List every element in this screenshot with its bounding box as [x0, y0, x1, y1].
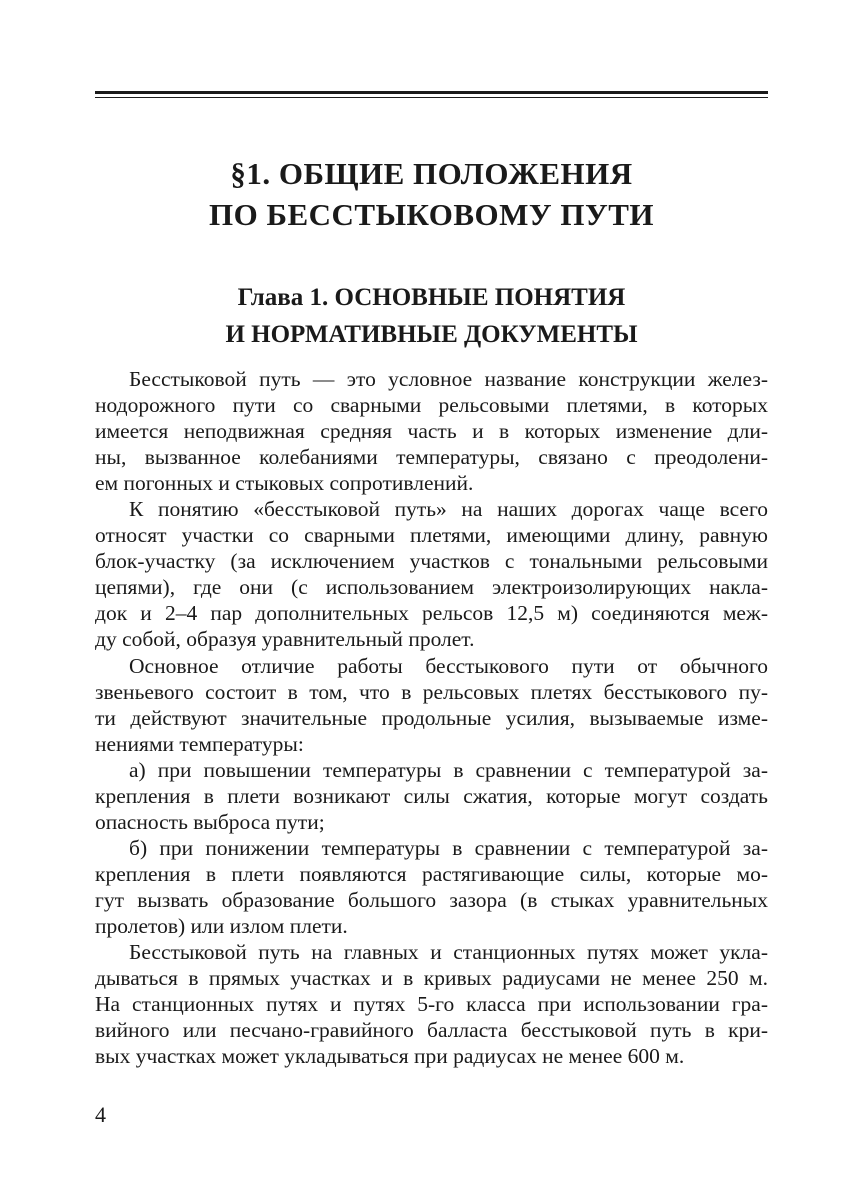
text-line: Бесстыковой путь на главных и станционных путях может укла-	[129, 940, 768, 965]
text-line: б) при понижении температуры в сравнении с температурой за-	[129, 835, 768, 860]
text-line: нениями температуры:	[95, 731, 304, 756]
text-line: гут вызвать образование большого зазора (в стыках уравнительных	[95, 887, 768, 912]
paragraph	[95, 496, 768, 652]
text-line: На станционных путях и путях 5-го класса при использовании гра-	[95, 992, 768, 1017]
text-line: имеется неподвижная средняя часть и в которых изменение дли-	[95, 419, 768, 444]
section-title-line: ПО БЕССТЫКОВОМУ ПУТИ	[208, 197, 655, 232]
text-line: звеньевого состоит в том, что в рельсовых плетях бесстыкового пу-	[95, 679, 768, 704]
text-line: цепями), где они (с использованием электроизолирующих накла-	[95, 575, 768, 600]
paragraph	[95, 653, 768, 757]
list-item	[95, 835, 768, 939]
text-line: крепления в плети возникают силы сжатия, которые могут создать	[95, 783, 768, 808]
paragraph	[95, 366, 768, 496]
text-line: вийного или песчано-гравийного балласта бесстыковой путь в кри-	[95, 1018, 768, 1043]
text-line: Основное отличие работы бесстыкового пути от обычного	[129, 653, 768, 678]
text-line: относят участки со сварными плетями, имеющими длину, равную	[95, 523, 768, 548]
text-line: опасность выброса пути;	[95, 809, 325, 834]
text-line: а) при повышении температуры в сравнении с температурой за-	[129, 757, 768, 782]
paragraph	[95, 939, 768, 1069]
text-line: вых участках может укладываться при радиусах не менее 600 м.	[95, 1044, 685, 1069]
chapter-title-line: Глава 1. ОСНОВНЫЕ ПОНЯТИЯ	[237, 284, 626, 311]
text-line: док и 2–4 пар дополнительных рельсов 12,5 м) соединяются меж-	[95, 601, 768, 626]
header-rule-thin	[95, 97, 768, 98]
text-line: крепления в плети появляются растягивающие силы, которые мо-	[95, 861, 768, 886]
section-title	[95, 153, 768, 235]
section-title-line: §1. ОБЩИЕ ПОЛОЖЕНИЯ	[230, 156, 633, 191]
text-line: Бесстыковой путь — это условное название конструкции желез-	[129, 367, 768, 391]
text-line: пролетов) или излом плети.	[95, 913, 348, 938]
text-line: ем погонных и стыковых сопротивлений.	[95, 471, 474, 496]
chapter-title-line: И НОРМАТИВНЫЕ ДОКУМЕНТЫ	[225, 321, 638, 348]
text-line: ду собой, образуя уравнительный пролет.	[95, 627, 475, 652]
text-line: блок-участку (за исключением участков с тональными рельсовыми	[95, 549, 768, 574]
body-text	[95, 366, 768, 1069]
text-line: ти действуют значительные продольные усилия, вызываемые изме-	[95, 705, 768, 730]
text-line: ны, вызванное колебаниями температуры, связано с преодолени-	[95, 445, 768, 470]
text-line: дываться в прямых участках и в кривых радиусами не менее 250 м.	[95, 966, 768, 991]
page-number: 4	[95, 1102, 106, 1127]
list-item	[95, 757, 768, 835]
text-line: нодорожного пути со сварными рельсовыми плетями, в которых	[95, 393, 768, 418]
header-rule-thick	[95, 91, 768, 94]
chapter-title	[95, 279, 768, 353]
text-line: К понятию «бесстыковой путь» на наших дорогах чаще всего	[129, 497, 768, 522]
